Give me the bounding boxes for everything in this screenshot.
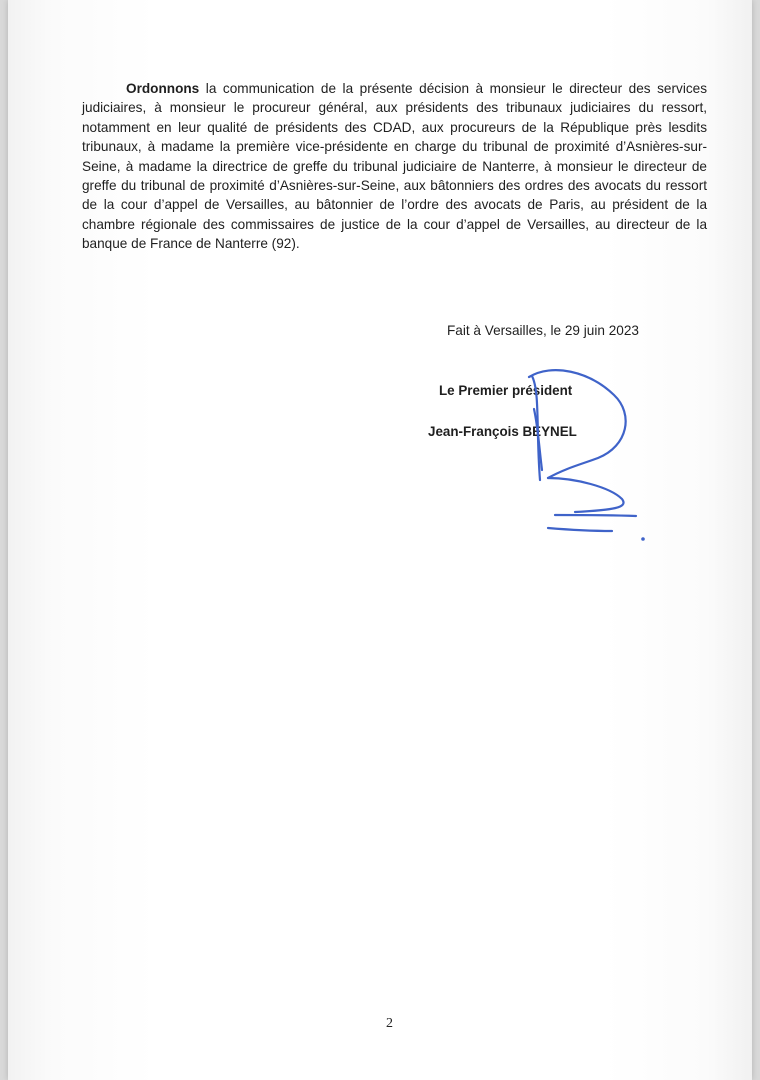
document-page: [8, 0, 752, 1080]
paragraph-body: la communication de la présente décision à monsieur le directeur des services judiciaires, à monsieur le procureur général, aux présidents des tribunaux judiciaires du ressort, notamment en leur qualité de présidents des CDAD, aux procureurs de la République près lesdits tribunaux, à madame la première vice-présidente en charge du tribunal de proximité d’Asnières-sur-Seine, à madame la directrice de greffe du tribunal judiciaire de Nanterre, à monsieur le directeur de greffe du tribunal de proximité d’Asnières-sur-Seine, aux bâtonniers des ordres des avocats du ressort de la cour d’appel de Versailles, au bâtonnier de l’ordre des avocats de Paris, au président de la chambre régionale des commissaires de justice de la cour d’appel de Versailles, au directeur de la banque de France de Nanterre (92).: [82, 81, 707, 252]
ordonnons-lead-word: Ordonnons: [126, 81, 200, 96]
date-line: Fait à Versailles, le 29 juin 2023: [447, 323, 639, 338]
page-number: 2: [386, 1016, 393, 1031]
ordonnons-paragraph: [82, 79, 707, 254]
signatory-title: Le Premier président: [439, 383, 573, 398]
signatory-name: Jean-François BEYNEL: [428, 424, 577, 439]
